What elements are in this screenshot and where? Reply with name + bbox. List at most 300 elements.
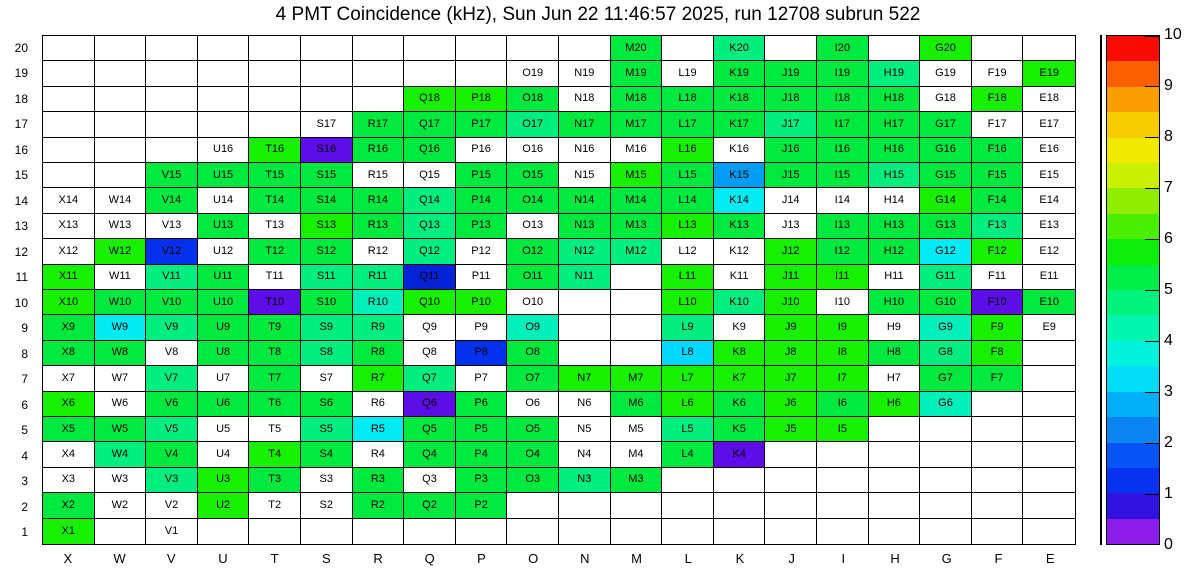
heatmap-cell [301, 36, 353, 61]
heatmap-cell: G12 [920, 239, 972, 264]
heatmap-cell: O3 [507, 468, 559, 493]
col-label: F [994, 550, 1003, 566]
heatmap-cell: H14 [869, 188, 921, 213]
heatmap-cell [869, 442, 921, 467]
heatmap-cell: O15 [507, 163, 559, 188]
heatmap-cell: S15 [301, 163, 353, 188]
heatmap-cell: U7 [198, 366, 250, 391]
colorbar-band [1107, 61, 1159, 86]
heatmap-cell: U10 [198, 290, 250, 315]
heatmap-cell [507, 493, 559, 518]
heatmap-cell: M5 [611, 417, 663, 442]
heatmap-cell: P13 [456, 214, 508, 239]
heatmap-cell: K11 [714, 265, 766, 290]
heatmap-cell: H15 [869, 163, 921, 188]
heatmap-cell [146, 138, 198, 163]
heatmap-cell: I18 [817, 87, 869, 112]
row-label: 19 [14, 66, 28, 81]
heatmap-cell: N4 [559, 442, 611, 467]
heatmap-cell: L15 [662, 163, 714, 188]
heatmap-cell: R13 [353, 214, 405, 239]
heatmap-cell: E13 [1023, 214, 1075, 239]
heatmap-cell [456, 36, 508, 61]
row-label: 5 [21, 423, 28, 438]
col-label: N [580, 550, 590, 566]
heatmap-cell [920, 519, 972, 544]
heatmap-cell: Q14 [404, 188, 456, 213]
col-label: O [528, 550, 539, 566]
heatmap-cell: O8 [507, 341, 559, 366]
heatmap-cell [404, 61, 456, 86]
heatmap-cell [456, 519, 508, 544]
heatmap-cell: F12 [972, 239, 1024, 264]
heatmap-cell: F16 [972, 138, 1024, 163]
heatmap-cell: P5 [456, 417, 508, 442]
col-label: W [113, 550, 126, 566]
colorbar-label: 4 [1164, 332, 1173, 349]
colorbar-label: 5 [1164, 281, 1173, 298]
heatmap-cell: O11 [507, 265, 559, 290]
heatmap-cell [95, 163, 147, 188]
col-label: I [841, 550, 846, 566]
heatmap-cell [662, 519, 714, 544]
heatmap-cell: S5 [301, 417, 353, 442]
heatmap-cell: X13 [43, 214, 95, 239]
heatmap-cell: I8 [817, 341, 869, 366]
col-label: V [166, 550, 176, 566]
heatmap-cell: O12 [507, 239, 559, 264]
heatmap-cell: P11 [456, 265, 508, 290]
heatmap-cell: N5 [559, 417, 611, 442]
heatmap-cell: G10 [920, 290, 972, 315]
heatmap-cell: G7 [920, 366, 972, 391]
heatmap-cell [611, 290, 663, 315]
heatmap-cell [1023, 341, 1075, 366]
heatmap-cell [43, 163, 95, 188]
colorbar-band [1107, 36, 1159, 61]
heatmap-cell: V6 [146, 392, 198, 417]
heatmap-cell: Q7 [404, 366, 456, 391]
heatmap-cell: V3 [146, 468, 198, 493]
heatmap-cell [817, 468, 869, 493]
heatmap-cell: L8 [662, 341, 714, 366]
heatmap-cell: T13 [249, 214, 301, 239]
heatmap-cell: F17 [972, 112, 1024, 137]
heatmap-cell [662, 468, 714, 493]
heatmap-cell: R5 [353, 417, 405, 442]
heatmap-cell: S7 [301, 366, 353, 391]
heatmap-cell: Q3 [404, 468, 456, 493]
heatmap-cell: U5 [198, 417, 250, 442]
heatmap-cell: V12 [146, 239, 198, 264]
heatmap-cell: M13 [611, 214, 663, 239]
heatmap-cell: N14 [559, 188, 611, 213]
heatmap-cell: R7 [353, 366, 405, 391]
col-label: G [941, 550, 952, 566]
heatmap-cell [559, 290, 611, 315]
heatmap-cell: U6 [198, 392, 250, 417]
heatmap-cell: Q6 [404, 392, 456, 417]
heatmap-cell [972, 392, 1024, 417]
heatmap-cell: L13 [662, 214, 714, 239]
heatmap-cell [714, 519, 766, 544]
heatmap-cell: M18 [611, 87, 663, 112]
heatmap-cell: N12 [559, 239, 611, 264]
heatmap-cell [1023, 392, 1075, 417]
heatmap-cell: I5 [817, 417, 869, 442]
heatmap-cell: S4 [301, 442, 353, 467]
heatmap-cell: T6 [249, 392, 301, 417]
heatmap-cell: S10 [301, 290, 353, 315]
heatmap-cell [611, 519, 663, 544]
heatmap-cell: J13 [765, 214, 817, 239]
heatmap-cell: I6 [817, 392, 869, 417]
heatmap-cell: W5 [95, 417, 147, 442]
heatmap-cell [559, 341, 611, 366]
heatmap-cell: M7 [611, 366, 663, 391]
heatmap-cell [1023, 36, 1075, 61]
heatmap-cell: U2 [198, 493, 250, 518]
heatmap-cell: S11 [301, 265, 353, 290]
colorbar-band [1107, 214, 1159, 239]
heatmap-cell [765, 468, 817, 493]
heatmap-cell: G18 [920, 87, 972, 112]
heatmap-cell: S3 [301, 468, 353, 493]
heatmap-cell [198, 36, 250, 61]
heatmap-cell: T7 [249, 366, 301, 391]
heatmap-cell: U15 [198, 163, 250, 188]
heatmap-cell: G6 [920, 392, 972, 417]
heatmap-cell: W6 [95, 392, 147, 417]
heatmap-cell: L7 [662, 366, 714, 391]
heatmap-cell: J6 [765, 392, 817, 417]
row-label: 13 [14, 219, 28, 234]
heatmap-cell: G9 [920, 315, 972, 340]
heatmap-cell: F10 [972, 290, 1024, 315]
heatmap-cell: E19 [1023, 61, 1075, 86]
heatmap-cell: O7 [507, 366, 559, 391]
heatmap-cell: V4 [146, 442, 198, 467]
heatmap-cell: U3 [198, 468, 250, 493]
heatmap-cell: L11 [662, 265, 714, 290]
col-label: L [684, 550, 692, 566]
row-label: 8 [21, 346, 28, 361]
heatmap-cell: H7 [869, 366, 921, 391]
heatmap-cell: X4 [43, 442, 95, 467]
heatmap-cell: S8 [301, 341, 353, 366]
row-label: 18 [14, 91, 28, 106]
heatmap-cell: T9 [249, 315, 301, 340]
heatmap-cell: N7 [559, 366, 611, 391]
heatmap-cell: T15 [249, 163, 301, 188]
heatmap-cell: O19 [507, 61, 559, 86]
heatmap-cell [95, 87, 147, 112]
heatmap-cell: I20 [817, 36, 869, 61]
heatmap-cell: G14 [920, 188, 972, 213]
colorbar-band [1107, 315, 1159, 340]
heatmap-cell: V13 [146, 214, 198, 239]
heatmap-cell [507, 519, 559, 544]
colorbar-band [1107, 188, 1159, 213]
heatmap-cell: K5 [714, 417, 766, 442]
heatmap-cell [1023, 468, 1075, 493]
heatmap-cell: F15 [972, 163, 1024, 188]
heatmap-cell: L14 [662, 188, 714, 213]
heatmap-cell [1023, 442, 1075, 467]
colorbar-label: 2 [1164, 434, 1173, 451]
row-axis [0, 35, 36, 545]
heatmap-cell: V14 [146, 188, 198, 213]
heatmap-cell: H18 [869, 87, 921, 112]
heatmap-cell: E17 [1023, 112, 1075, 137]
heatmap-cell [817, 442, 869, 467]
colorbar-label: 1 [1164, 485, 1173, 502]
heatmap-cell: Q8 [404, 341, 456, 366]
colorbar-band [1107, 341, 1159, 366]
heatmap-cell: J8 [765, 341, 817, 366]
heatmap-cell: H16 [869, 138, 921, 163]
colorbar-band [1107, 290, 1159, 315]
heatmap-cell: K4 [714, 442, 766, 467]
heatmap-cell [972, 36, 1024, 61]
heatmap-cell: T12 [249, 239, 301, 264]
heatmap-cell [714, 493, 766, 518]
col-label: E [1045, 550, 1055, 566]
colorbar-band [1107, 417, 1159, 442]
heatmap-cell [869, 468, 921, 493]
heatmap-cell: V5 [146, 417, 198, 442]
row-label: 6 [21, 397, 28, 412]
heatmap-cell: W12 [95, 239, 147, 264]
heatmap-cell: R15 [353, 163, 405, 188]
heatmap-cell [198, 87, 250, 112]
heatmap-cell: E18 [1023, 87, 1075, 112]
heatmap-cell: X1 [43, 519, 95, 544]
col-label: K [735, 550, 745, 566]
heatmap-cell: W11 [95, 265, 147, 290]
heatmap-cell: U13 [198, 214, 250, 239]
heatmap-cell: V2 [146, 493, 198, 518]
row-label: 4 [21, 448, 28, 463]
heatmap-cell: T11 [249, 265, 301, 290]
heatmap-cell: O16 [507, 138, 559, 163]
heatmap-cell: S14 [301, 188, 353, 213]
colorbar-label: 9 [1164, 77, 1173, 94]
heatmap-cell: Q17 [404, 112, 456, 137]
heatmap-cell: T4 [249, 442, 301, 467]
heatmap-cell: F11 [972, 265, 1024, 290]
heatmap-cell: L9 [662, 315, 714, 340]
heatmap-cell: U8 [198, 341, 250, 366]
heatmap-cell: W14 [95, 188, 147, 213]
col-label: X [63, 550, 73, 566]
heatmap-cell: S9 [301, 315, 353, 340]
heatmap-cell: P2 [456, 493, 508, 518]
heatmap-cell [1023, 493, 1075, 518]
col-label: R [373, 550, 383, 566]
heatmap-cell: I10 [817, 290, 869, 315]
heatmap-cell: Q12 [404, 239, 456, 264]
heatmap-cell: P18 [456, 87, 508, 112]
col-label: M [631, 550, 642, 566]
page-title: 4 PMT Coincidence (kHz), Sun Jun 22 11:46:57 2025, run 12708 subrun 522 [275, 4, 921, 25]
row-label: 16 [14, 142, 28, 157]
heatmap-cell: M16 [611, 138, 663, 163]
heatmap-cell: R2 [353, 493, 405, 518]
heatmap-cell: S17 [301, 112, 353, 137]
heatmap-cell [662, 493, 714, 518]
heatmap-cell: W9 [95, 315, 147, 340]
colorbar [1106, 35, 1160, 545]
heatmap-cell: R14 [353, 188, 405, 213]
row-label: 12 [14, 244, 28, 259]
heatmap-cell: S2 [301, 493, 353, 518]
heatmap-cell [301, 519, 353, 544]
heatmap-cell [404, 36, 456, 61]
heatmap-cell [1023, 366, 1075, 391]
heatmap-cell: P7 [456, 366, 508, 391]
heatmap-cell [765, 36, 817, 61]
heatmap-cell [43, 138, 95, 163]
heatmap-cell: H9 [869, 315, 921, 340]
heatmap-cell: J10 [765, 290, 817, 315]
heatmap-cell [869, 493, 921, 518]
heatmap-cell: R4 [353, 442, 405, 467]
heatmap-cell: O4 [507, 442, 559, 467]
heatmap-cell [611, 265, 663, 290]
heatmap-cell: R6 [353, 392, 405, 417]
heatmap-cell: Q9 [404, 315, 456, 340]
heatmap-cell: L18 [662, 87, 714, 112]
heatmap-cell: P3 [456, 468, 508, 493]
heatmap-cell: I12 [817, 239, 869, 264]
row-label: 9 [21, 321, 28, 336]
heatmap-cell: E14 [1023, 188, 1075, 213]
heatmap-cell [559, 493, 611, 518]
heatmap-cell: E11 [1023, 265, 1075, 290]
heatmap-cell: Q5 [404, 417, 456, 442]
heatmap-cell: I7 [817, 366, 869, 391]
heatmap-cell [456, 61, 508, 86]
heatmap-cell: I9 [817, 315, 869, 340]
heatmap-cell: R17 [353, 112, 405, 137]
heatmap-cell: H8 [869, 341, 921, 366]
heatmap-cell: G17 [920, 112, 972, 137]
heatmap-cell: X11 [43, 265, 95, 290]
heatmap-cell [972, 519, 1024, 544]
colorbar-band [1107, 468, 1159, 493]
heatmap-cell: P9 [456, 315, 508, 340]
heatmap-cell: G11 [920, 265, 972, 290]
heatmap-cell: F18 [972, 87, 1024, 112]
row-label: 20 [14, 40, 28, 55]
heatmap-cell: O13 [507, 214, 559, 239]
heatmap-cell: I17 [817, 112, 869, 137]
heatmap-cell: H12 [869, 239, 921, 264]
heatmap-cell: J18 [765, 87, 817, 112]
col-label: U [218, 550, 228, 566]
heatmap-cell: R3 [353, 468, 405, 493]
heatmap-cell: X14 [43, 188, 95, 213]
heatmap-cell: G13 [920, 214, 972, 239]
heatmap-cell [611, 315, 663, 340]
col-label: S [322, 550, 331, 566]
heatmap-cell [765, 442, 817, 467]
heatmap-cell [1023, 417, 1075, 442]
heatmap-cell [146, 61, 198, 86]
heatmap-cell [95, 61, 147, 86]
heatmap-cell: H10 [869, 290, 921, 315]
heatmap-cell: K12 [714, 239, 766, 264]
row-label: 15 [14, 168, 28, 183]
heatmap-cell: H11 [869, 265, 921, 290]
heatmap-cell: S13 [301, 214, 353, 239]
heatmap-cell [301, 87, 353, 112]
heatmap-cell [95, 112, 147, 137]
colorbar-band [1107, 392, 1159, 417]
colorbar-band [1107, 239, 1159, 264]
heatmap-cell: I19 [817, 61, 869, 86]
heatmap-cell: T3 [249, 468, 301, 493]
heatmap-cell: K7 [714, 366, 766, 391]
heatmap-cell [662, 36, 714, 61]
heatmap-cell: R16 [353, 138, 405, 163]
heatmap-cell: W4 [95, 442, 147, 467]
heatmap-cell: L17 [662, 112, 714, 137]
heatmap-cell: T14 [249, 188, 301, 213]
heatmap-cell: H19 [869, 61, 921, 86]
heatmap-cell: X9 [43, 315, 95, 340]
heatmap-cell: M4 [611, 442, 663, 467]
colorbar-band [1107, 112, 1159, 137]
row-label: 11 [15, 270, 28, 285]
colorbar-band [1107, 443, 1159, 468]
heatmap-cell: O6 [507, 392, 559, 417]
heatmap-cell [920, 442, 972, 467]
heatmap-cell: N13 [559, 214, 611, 239]
heatmap-cell [972, 493, 1024, 518]
heatmap-cell: S6 [301, 392, 353, 417]
col-label: T [270, 550, 279, 566]
heatmap-cell: U16 [198, 138, 250, 163]
heatmap-cell [353, 519, 405, 544]
heatmap-cell: L19 [662, 61, 714, 86]
heatmap-cell: E16 [1023, 138, 1075, 163]
heatmap-cell: W10 [95, 290, 147, 315]
heatmap-cell [353, 36, 405, 61]
heatmap-cell: M14 [611, 188, 663, 213]
heatmap-cell: H6 [869, 392, 921, 417]
heatmap-cell: L10 [662, 290, 714, 315]
heatmap-cell: S12 [301, 239, 353, 264]
heatmap-cell: L4 [662, 442, 714, 467]
colorbar-band [1107, 163, 1159, 188]
heatmap-cell [869, 519, 921, 544]
heatmap-cell: K13 [714, 214, 766, 239]
heatmap-cell: J9 [765, 315, 817, 340]
row-label: 3 [21, 474, 28, 489]
heatmap-cell: K9 [714, 315, 766, 340]
heatmap-cell: I16 [817, 138, 869, 163]
heatmap-grid [42, 35, 1076, 545]
col-axis [42, 549, 1076, 567]
heatmap-cell: U11 [198, 265, 250, 290]
heatmap-cell: P4 [456, 442, 508, 467]
heatmap-cell [353, 87, 405, 112]
heatmap-cell: R9 [353, 315, 405, 340]
heatmap-cell: K18 [714, 87, 766, 112]
heatmap-cell [146, 87, 198, 112]
